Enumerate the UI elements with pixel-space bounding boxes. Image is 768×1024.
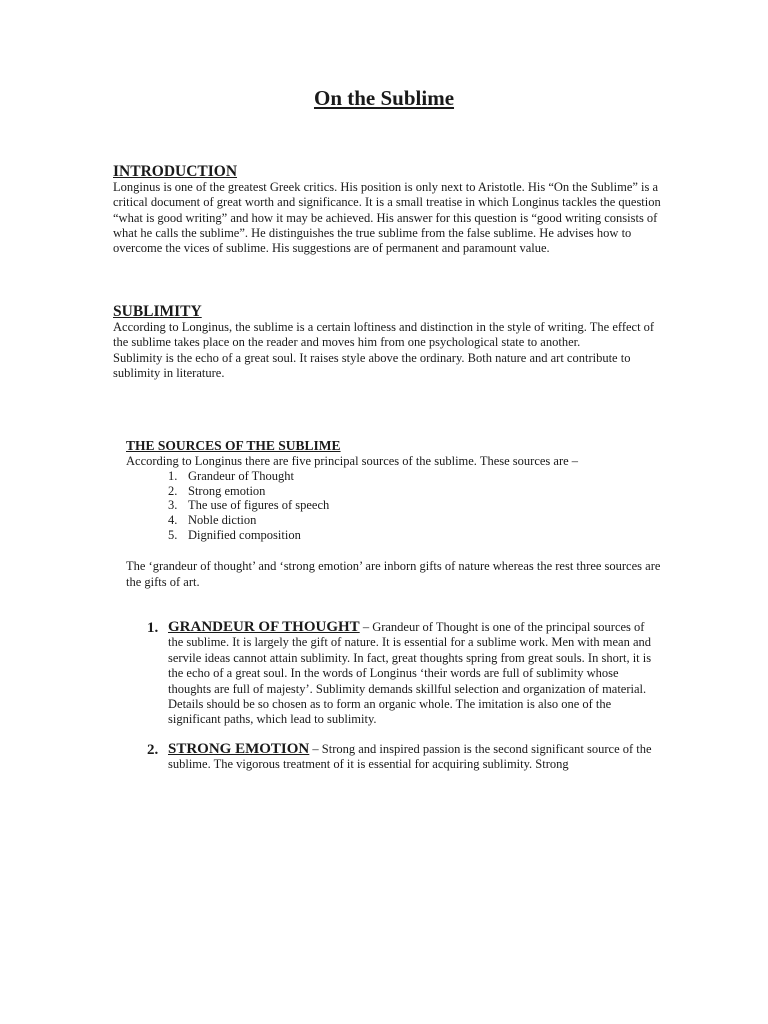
list-item-number: 2. bbox=[168, 483, 178, 498]
introduction-heading: INTRODUCTION bbox=[113, 163, 238, 180]
list-item-label: The use of figures of speech bbox=[188, 498, 330, 513]
section-number: 2. bbox=[147, 742, 159, 758]
sources-outro: The ‘grandeur of thought’ and ‘strong emotion’ are inborn gifts of nature whereas the rest three sources are the gifts of art. bbox=[126, 559, 661, 589]
sources-list bbox=[126, 469, 666, 542]
list-item bbox=[168, 469, 666, 484]
grandeur-of-thought-body bbox=[168, 620, 662, 728]
grandeur-of-thought-text: Grandeur of Thought is one of the principal sources of the sublime. It is largely the gift of nature. It is essential for a sublime work. Men with mean and servile ideas cannot attain sublimity. In fact, great thoughts spring from great souls. In short, it is the echo of a great soul. In the words of Longinus ‘their words are full of sublimity whose thoughts are full of majesty’. Sublimity demands skillful selection and organization of material. Details should be so chosen as to form an organic whole. The imitation is also one of the significant paths, which lead to sublimity. bbox=[168, 620, 652, 727]
list-item bbox=[168, 484, 666, 499]
list-item-label: Strong emotion bbox=[188, 483, 266, 498]
list-item-label: Dignified composition bbox=[188, 527, 301, 542]
list-item-label: Grandeur of Thought bbox=[188, 469, 294, 484]
sources-heading: THE SOURCES OF THE SUBLIME bbox=[126, 438, 341, 453]
grandeur-of-thought-section bbox=[147, 620, 662, 728]
sources-section bbox=[126, 437, 666, 590]
strong-emotion-section bbox=[147, 742, 662, 773]
sublimity-paragraph-2: Sublimity is the echo of a great soul. It raises style above the ordinary. Both nature and art contribute to sublimity in literature. bbox=[113, 350, 631, 380]
page-title: On the Sublime bbox=[313, 86, 455, 110]
strong-emotion-text: Strong and inspired passion is the second significant source of the sublime. The vigorous treatment of it is essential for acquiring sublimity. Strong bbox=[168, 742, 652, 772]
heading-dash: – bbox=[309, 742, 322, 756]
list-item-number: 4. bbox=[168, 513, 178, 528]
grandeur-of-thought-heading: GRANDEUR OF THOUGHT bbox=[168, 619, 360, 635]
list-item bbox=[168, 498, 666, 513]
list-item bbox=[168, 528, 666, 543]
heading-dash: – bbox=[359, 620, 373, 634]
sublimity-heading: SUBLIMITY bbox=[113, 303, 202, 320]
sources-intro: According to Longinus there are five principal sources of the sublime. These sources are – bbox=[126, 454, 579, 468]
sublimity-paragraph-1: According to Longinus, the sublime is a certain loftiness and distinction in the style of writing. The effect of the sublime takes place on the reader and moves him from one psychological state to another. bbox=[113, 320, 655, 350]
list-item-number: 3. bbox=[168, 498, 178, 513]
list-item-number: 1. bbox=[168, 469, 178, 484]
list-item-number: 5. bbox=[168, 527, 178, 542]
section-number: 1. bbox=[147, 620, 159, 636]
introduction-section bbox=[113, 163, 663, 256]
strong-emotion-heading: STRONG EMOTION bbox=[168, 741, 310, 757]
list-item-label: Noble diction bbox=[188, 513, 257, 528]
list-item bbox=[168, 513, 666, 528]
sublimity-section bbox=[113, 303, 663, 381]
introduction-text: Longinus is one of the greatest Greek critics. His position is only next to Aristotle. His “On the Sublime” is a critical document of great worth and significance. It is a small treatise in which Longinus tackles the question “what is good writing” and how it may be achieved. His answer for this question is “good writing consists of what he calls the sublime”. He distinguishes the true sublime from the false sublime. He advises how to overcome the vices of sublime. His suggestions are of permanent and paramount value. bbox=[113, 180, 661, 256]
strong-emotion-body bbox=[168, 742, 662, 773]
